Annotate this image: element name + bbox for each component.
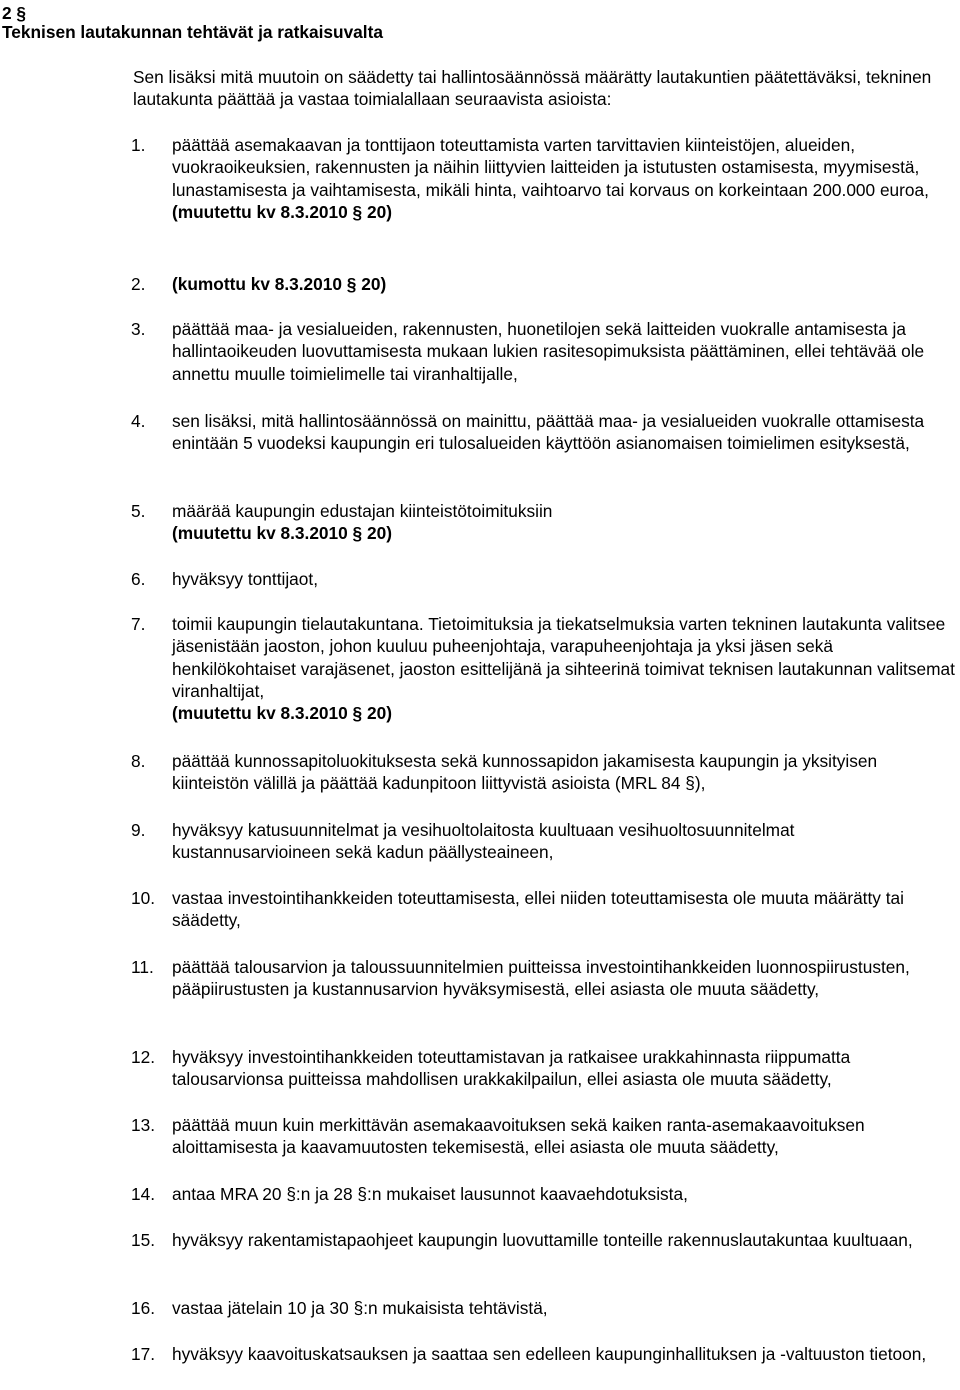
intro-text: Sen lisäksi mitä muutoin on säädetty tai hallintosäännössä määrätty lautakuntien päätettäväksi, tekninen lautakunta päättää ja vastaa toimialallaan seuraavista asioista: xyxy=(133,67,932,110)
amendment-note: (muutettu kv 8.3.2010 § 20) xyxy=(172,523,392,544)
list-item xyxy=(131,819,955,864)
item-text: toimii kaupungin tielautakuntana. Tietoimituksia ja tiekatselmuksia varten tekninen lautakunta valitsee jäsenistään jaoston, johon kuuluu puheenjohtaja, varapuheenjohtaja ja yksi jäsen sekä henkilökohtaiset varajäsenet, jaoston esittelijänä ja sihteerinä toimivat teknisen lautakunnan valitsemat viranhaltijat, xyxy=(172,614,955,701)
list-item xyxy=(131,956,955,1001)
item-number: 10. xyxy=(131,888,156,908)
list-item xyxy=(131,318,955,385)
item-number: 6. xyxy=(131,569,146,589)
item-number: 17. xyxy=(131,1344,156,1364)
amendment-note: (muutettu kv 8.3.2010 § 20) xyxy=(172,703,392,724)
item-number: 1. xyxy=(131,135,146,155)
list-item xyxy=(131,750,955,795)
item-text: päättää talousarvion ja taloussuunnitelmien puitteissa investointihankkeiden luonnospiirustusten, pääpiirustusten ja kustannusarvion hyväksymisestä, ellei asiasta ole muuta säädetty, xyxy=(172,957,910,1000)
list-item xyxy=(131,1114,955,1159)
item-text: päättää maa- ja vesialueiden, rakennusten, huonetilojen sekä laitteiden vuokralle antamisesta ja hallintaoikeuden luovuttamisesta mukaan lukien rasitesopimuksista päättäminen, ellei tehtävää ole annettu muulle toimielimelle tai viranhaltijalle, xyxy=(172,319,925,384)
item-number: 7. xyxy=(131,614,146,634)
item-number: 11. xyxy=(131,957,154,977)
item-number: 13. xyxy=(131,1115,156,1135)
amendment-note: (kumottu kv 8.3.2010 § 20) xyxy=(172,274,387,294)
item-text: hyväksyy rakentamistapaohjeet kaupungin luovuttamille tonteille rakennuslautakuntaa kuultuaan, xyxy=(172,1230,913,1250)
item-text: päättää muun kuin merkittävän asemakaavoituksen sekä kaiken ranta-asemakaavoituksen aloittamisesta ja kaavamuutosten tekemisestä, ellei asiasta ole muuta säädetty, xyxy=(172,1115,865,1158)
item-text: hyväksyy kaavoituskatsauksen ja saattaa sen edelleen kaupunginhallituksen ja -valtuuston tietoon, xyxy=(172,1344,927,1364)
item-number: 12. xyxy=(131,1047,156,1067)
list-item xyxy=(131,1343,955,1365)
list-item xyxy=(131,134,955,223)
list-item xyxy=(131,568,955,590)
section-title: Teknisen lautakunnan tehtävät ja ratkaisuvalta xyxy=(2,22,383,42)
list-item xyxy=(131,410,955,455)
amendment-note: (muutettu kv 8.3.2010 § 20) xyxy=(172,201,392,222)
item-text: hyväksyy tonttijaot, xyxy=(172,569,318,589)
list-item xyxy=(131,1046,955,1091)
item-text: päättää kunnossapitoluokituksesta sekä kunnossapidon jakamisesta kaupungin ja yksityisen kiinteistön välillä ja päättää kadunpitoon liittyvistä asioista (MRL 84 §), xyxy=(172,751,878,794)
item-number: 2. xyxy=(131,274,146,294)
item-number: 15. xyxy=(131,1230,156,1250)
item-number: 8. xyxy=(131,751,146,771)
item-number: 5. xyxy=(131,501,146,521)
item-text: päättää asemakaavan ja tonttijaon toteuttamista varten tarvittavien kiinteistöjen, alueiden, vuokraoikeuksien, rakennusten ja näihin liittyvien laitteiden ja istutusten ostamisesta, myymisestä, lunastamisesta ja vaihtamisesta, mikäli hinta, vaihtoarvo tai korvaus on korkeintaan 200.000 euroa, xyxy=(172,135,929,200)
item-text: hyväksyy katusuunnitelmat ja vesihuoltolaitosta kuultuaan vesihuoltosuunnitelmat kustannusarvioineen sekä kadun päällysteaineen, xyxy=(172,820,795,863)
item-number: 9. xyxy=(131,820,146,840)
paragraph-number: 2 § xyxy=(2,3,27,23)
list-item xyxy=(131,613,955,724)
list-item xyxy=(131,1183,955,1205)
item-number: 4. xyxy=(131,411,146,431)
item-text: vastaa jätelain 10 ja 30 §:n mukaisista tehtävistä, xyxy=(172,1298,548,1318)
item-text: antaa MRA 20 §:n ja 28 §:n mukaiset lausunnot kaavaehdotuksista, xyxy=(172,1184,688,1204)
item-text: määrää kaupungin edustajan kiinteistötoimituksiin xyxy=(172,501,553,521)
item-number: 3. xyxy=(131,319,146,339)
list-item xyxy=(131,1297,955,1319)
item-number: 16. xyxy=(131,1298,156,1318)
list-item xyxy=(131,500,955,545)
list-item xyxy=(131,273,955,295)
list-item xyxy=(131,1229,955,1251)
item-text: hyväksyy investointihankkeiden toteuttamistavan ja ratkaisee urakkahinnasta riippumatta talousarvionsa puitteissa mahdollisen urakkakilpailun, ellei asiasta ole muuta säädetty, xyxy=(172,1047,851,1090)
item-text: sen lisäksi, mitä hallintosäännössä on mainittu, päättää maa- ja vesialueiden vuokralle ottamisesta enintään 5 vuodeksi kaupungin eri tulosalueiden käyttöön asianomaisen toimielimen esityksestä, xyxy=(172,411,925,454)
item-text: vastaa investointihankkeiden toteuttamisesta, ellei niiden toteuttamisesta ole muuta määrätty tai säädetty, xyxy=(172,888,904,931)
item-number: 14. xyxy=(131,1184,156,1204)
list-item xyxy=(131,887,955,932)
